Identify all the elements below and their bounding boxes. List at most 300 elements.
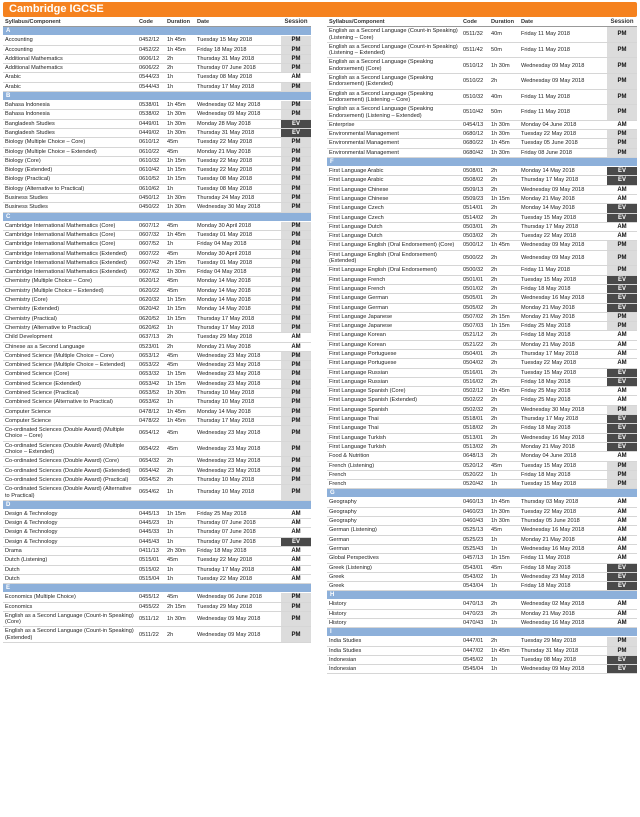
code-cell: 0513/02 — [463, 443, 484, 450]
date-cell: Friday 18 May 2018 — [197, 548, 247, 555]
session-badge: PM — [281, 268, 311, 276]
syllabus-cell: Cambridge International Mathematics (Core) — [5, 222, 116, 229]
duration-cell: 2h — [491, 341, 498, 348]
session-badge: PM — [281, 185, 311, 193]
session-badge: PM — [607, 406, 637, 414]
code-cell: 0648/13 — [463, 453, 484, 460]
table-row — [3, 467, 311, 476]
date-cell: Thursday 31 May 2018 — [197, 129, 255, 136]
duration-cell: 2h — [491, 295, 498, 302]
session-badge: EV — [607, 369, 637, 377]
code-cell: 0653/22 — [139, 362, 160, 369]
table-row — [327, 471, 637, 480]
date-cell: Thursday 17 May 2018 — [197, 324, 255, 331]
session-badge: PM — [281, 222, 311, 230]
code-cell: 0607/22 — [139, 250, 160, 257]
date-cell: Wednesday 23 May 2018 — [521, 573, 585, 580]
table-row — [3, 296, 311, 305]
syllabus-cell: First Language Spanish (Extended) — [329, 397, 418, 404]
syllabus-cell: History — [329, 620, 347, 626]
date-cell: Friday 18 May 2018 — [521, 583, 571, 590]
duration-cell: 1h 30m — [167, 111, 186, 118]
syllabus-cell: Combined Science (Multiple Choice – Extended) — [5, 362, 126, 369]
code-cell: 0511/32 — [463, 31, 483, 38]
date-cell: Tuesday 22 May 2018 — [197, 167, 253, 174]
code-cell: 0445/23 — [139, 520, 160, 527]
session-badge: AM — [607, 498, 637, 506]
table-row — [3, 566, 311, 575]
code-cell: 0514/01 — [463, 205, 484, 212]
date-cell: Friday 18 May 2018 — [521, 471, 571, 478]
syllabus-cell: Co-ordinated Sciences (Double Award) (Core) — [5, 458, 119, 465]
date-cell: Thursday 03 May 2018 — [521, 499, 579, 506]
duration-cell: 1h 30m — [491, 149, 510, 156]
session-badge: PM — [281, 138, 311, 146]
code-cell: 0654/42 — [139, 467, 160, 474]
date-cell: Friday 11 May 2018 — [521, 31, 571, 38]
code-cell: 0511/42 — [463, 47, 483, 54]
syllabus-cell: Cambridge International Mathematics (Core) — [5, 241, 116, 248]
session-badge: PM — [281, 296, 311, 304]
date-cell: Monday 30 April 2018 — [197, 250, 252, 257]
header-session: Session — [281, 18, 311, 26]
header-date: Date — [521, 19, 534, 25]
session-badge: AM — [607, 600, 637, 608]
table-row — [327, 665, 637, 674]
duration-cell: 1h — [491, 481, 498, 488]
table-row — [3, 485, 311, 501]
code-cell: 0504/02 — [463, 360, 484, 367]
session-badge: PM — [281, 442, 311, 457]
date-cell: Tuesday 01 May 2018 — [197, 231, 253, 238]
syllabus-cell: First Language Portuguese — [329, 350, 397, 357]
syllabus-cell: Design & Technology — [5, 520, 58, 527]
duration-cell: 1h — [491, 583, 498, 590]
duration-cell: 1h — [167, 83, 174, 90]
session-badge: AM — [607, 223, 637, 231]
table-row — [327, 424, 637, 433]
date-cell: Monday 21 May 2018 — [521, 443, 575, 450]
date-cell: Monday 21 May 2018 — [521, 304, 575, 311]
table-row — [327, 619, 637, 628]
session-badge: PM — [281, 83, 311, 91]
syllabus-cell: First Language Turkish — [329, 443, 386, 450]
duration-cell: 2h 15m — [167, 603, 186, 610]
date-cell: Thursday 17 May 2018 — [197, 83, 255, 90]
table-row — [327, 186, 637, 195]
date-cell: Wednesday 09 May 2018 — [197, 111, 261, 118]
code-cell: 0515/04 — [139, 575, 160, 582]
table-row — [3, 129, 311, 138]
date-cell: Thursday 05 June 2018 — [521, 518, 580, 525]
duration-cell: 2h — [491, 267, 498, 274]
table-row — [3, 361, 311, 370]
session-badge: PM — [607, 266, 637, 274]
table-row — [327, 167, 637, 176]
duration-cell: 45m — [167, 430, 178, 437]
duration-cell: 1h 45m — [491, 140, 510, 147]
code-cell: 0455/22 — [139, 603, 160, 610]
syllabus-cell: German (Listening) — [329, 527, 377, 534]
table-row — [327, 369, 637, 378]
session-badge: PM — [281, 240, 311, 248]
syllabus-cell: French — [329, 471, 347, 478]
table-row — [3, 138, 311, 147]
syllabus-cell: First Language English (Oral Endorsement) — [329, 267, 437, 274]
duration-cell: 45m — [167, 139, 178, 146]
syllabus-cell: India Studies — [329, 638, 362, 645]
code-cell: 0610/12 — [139, 139, 160, 146]
duration-cell: 1h 45m — [167, 37, 186, 44]
duration-cell: 1h 30m — [491, 131, 510, 138]
date-cell: Tuesday 29 May 2018 — [521, 638, 577, 645]
session-badge: PM — [281, 417, 311, 425]
session-badge: EV — [607, 424, 637, 432]
duration-cell: 1h 15m — [167, 380, 186, 387]
date-cell: Friday 25 May 2018 — [197, 510, 247, 517]
code-cell: 0500/22 — [463, 254, 484, 261]
code-cell: 0510/22 — [463, 78, 484, 85]
session-badge: EV — [607, 204, 637, 212]
table-row — [327, 434, 637, 443]
duration-cell: 2h — [491, 369, 498, 376]
date-cell: Tuesday 22 May 2018 — [521, 131, 577, 138]
date-cell: Friday 18 May 2018 — [521, 332, 571, 339]
duration-cell: 2h — [491, 223, 498, 230]
code-cell: 0653/32 — [139, 371, 160, 378]
duration-cell: 1h 30m — [167, 389, 186, 396]
table-row — [3, 593, 311, 602]
table-row — [327, 313, 637, 322]
duration-cell: 2h — [167, 631, 174, 638]
duration-cell: 1h 30m — [491, 508, 510, 515]
session-badge: PM — [281, 305, 311, 313]
table-header-row — [3, 18, 311, 27]
syllabus-cell: First Language English (Oral Endorsement) (Extended) — [329, 251, 437, 265]
session-badge: PM — [607, 471, 637, 479]
session-badge: PM — [281, 467, 311, 475]
section-letter: F — [327, 158, 637, 167]
session-badge: PM — [281, 612, 311, 627]
duration-cell: 2h — [491, 397, 498, 404]
date-cell: Wednesday 09 May 2018 — [521, 78, 585, 85]
syllabus-cell: Enterprise — [329, 121, 355, 128]
syllabus-cell: History — [329, 601, 347, 608]
duration-cell: 45m — [491, 564, 502, 571]
date-cell: Tuesday 22 May 2018 — [197, 575, 253, 582]
code-cell: 0510/32 — [463, 93, 484, 100]
code-cell: 0538/01 — [139, 102, 160, 109]
syllabus-cell: Dutch — [5, 575, 20, 582]
date-cell: Friday 25 May 2018 — [521, 388, 571, 395]
code-cell: 0460/13 — [463, 499, 484, 506]
code-cell: 0610/62 — [139, 185, 160, 192]
session-badge: PM — [607, 130, 637, 138]
left-timetable-column — [3, 18, 311, 643]
table-row — [327, 294, 637, 303]
session-badge: AM — [281, 73, 311, 81]
syllabus-cell: Indonesian — [329, 666, 357, 673]
syllabus-cell: Computer Science — [5, 417, 52, 424]
date-cell: Friday 25 May 2018 — [521, 323, 571, 330]
date-cell: Wednesday 09 May 2018 — [521, 186, 585, 193]
duration-cell: 1h — [491, 545, 498, 552]
syllabus-cell: First Language Russian — [329, 378, 389, 385]
duration-cell: 40m — [491, 31, 502, 38]
code-cell: 0460/43 — [463, 518, 484, 525]
syllabus-cell: Arabic — [5, 83, 21, 90]
syllabus-cell: Dutch — [5, 566, 20, 573]
syllabus-cell: First Language Portuguese — [329, 360, 397, 367]
date-cell: Wednesday 09 May 2018 — [197, 631, 261, 638]
date-cell: Wednesday 23 May 2018 — [197, 445, 261, 452]
syllabus-cell: English as a Second Language (Count-in Speaking) (Core) — [5, 612, 134, 626]
date-cell: Thursday 07 June 2018 — [197, 520, 256, 527]
syllabus-cell: Accounting — [5, 46, 33, 53]
syllabus-cell: Biology (Core) — [5, 157, 41, 164]
date-cell: Wednesday 06 June 2018 — [197, 594, 262, 601]
table-row — [3, 240, 311, 249]
table-row — [327, 378, 637, 387]
date-cell: Friday 11 May 2018 — [521, 47, 571, 54]
duration-cell: 1h — [491, 536, 498, 543]
table-row — [3, 603, 311, 612]
date-cell: Tuesday 22 May 2018 — [197, 157, 253, 164]
table-header-row — [327, 18, 637, 27]
duration-cell: 1h 15m — [167, 297, 186, 304]
session-badge: AM — [607, 359, 637, 367]
syllabus-cell: Combined Science (Core) — [5, 371, 70, 378]
date-cell: Tuesday 22 May 2018 — [197, 139, 253, 146]
duration-cell: 45m — [167, 222, 178, 229]
date-cell: Thursday 10 May 2018 — [197, 476, 255, 483]
table-row — [3, 287, 311, 296]
duration-cell: 1h 15m — [167, 315, 186, 322]
session-badge: AM — [607, 517, 637, 525]
syllabus-cell: Geography — [329, 499, 357, 506]
session-badge: PM — [281, 426, 311, 441]
code-cell: 0520/42 — [463, 481, 484, 488]
session-badge: AM — [281, 556, 311, 564]
syllabus-cell: Bangladesh Studies — [5, 129, 55, 136]
syllabus-cell: Environmental Management — [329, 149, 399, 156]
code-cell: 0508/01 — [463, 168, 484, 175]
date-cell: Friday 04 May 2018 — [197, 241, 247, 248]
duration-cell: 45m — [167, 445, 178, 452]
duration-cell: 2h — [491, 638, 498, 645]
code-cell: 0653/62 — [139, 399, 160, 406]
code-cell: 0520/22 — [463, 471, 484, 478]
duration-cell: 2h — [491, 233, 498, 240]
table-row — [327, 195, 637, 204]
code-cell: 0455/12 — [139, 594, 160, 601]
session-badge: PM — [607, 105, 637, 120]
date-cell: Tuesday 22 May 2018 — [197, 557, 253, 564]
session-badge: PM — [607, 139, 637, 147]
date-cell: Thursday 17 May 2018 — [197, 417, 255, 424]
table-row — [3, 457, 311, 466]
syllabus-cell: Bahasa Indonesia — [5, 102, 50, 109]
syllabus-cell: Chemistry (Multiple Choice – Core) — [5, 278, 93, 285]
table-row — [3, 305, 311, 314]
session-badge: AM — [607, 545, 637, 553]
table-row — [327, 304, 637, 313]
date-cell: Tuesday 05 June 2018 — [521, 140, 578, 147]
date-cell: Tuesday 15 May 2018 — [521, 369, 577, 376]
session-badge: EV — [607, 656, 637, 664]
session-badge: PM — [607, 27, 637, 42]
date-cell: Monday 21 May 2018 — [197, 343, 251, 350]
session-badge: PM — [281, 408, 311, 416]
table-row — [3, 73, 311, 82]
session-badge: PM — [281, 370, 311, 378]
duration-cell: 45m — [167, 250, 178, 257]
duration-cell: 2h — [491, 168, 498, 175]
session-badge: PM — [281, 361, 311, 369]
syllabus-cell: Economics — [5, 603, 33, 610]
table-row — [327, 90, 637, 106]
code-cell: 0470/43 — [463, 620, 484, 626]
session-badge: PM — [607, 74, 637, 89]
session-badge: PM — [607, 241, 637, 249]
session-badge: PM — [607, 322, 637, 330]
code-cell: 0445/43 — [139, 538, 160, 545]
duration-cell: 2h — [491, 350, 498, 357]
duration-cell: 1h — [167, 538, 174, 545]
table-row — [3, 203, 311, 212]
table-row — [3, 547, 311, 556]
session-badge: PM — [281, 64, 311, 72]
table-row — [3, 538, 311, 547]
session-badge: AM — [607, 508, 637, 516]
duration-cell: 2h — [491, 443, 498, 450]
duration-cell: 45m — [167, 148, 178, 155]
table-row — [327, 105, 637, 121]
date-cell: Friday 08 June 2018 — [521, 149, 572, 156]
date-cell: Wednesday 16 May 2018 — [521, 620, 585, 626]
table-row — [3, 148, 311, 157]
table-row — [3, 175, 311, 184]
table-row — [327, 241, 637, 250]
code-cell: 0501/02 — [463, 285, 484, 292]
table-row — [3, 231, 311, 240]
table-row — [327, 517, 637, 526]
table-row — [3, 46, 311, 55]
session-badge: PM — [607, 58, 637, 73]
code-cell: 0620/22 — [139, 287, 160, 294]
date-cell: Monday 30 April 2018 — [197, 222, 252, 229]
code-cell: 0511/12 — [139, 615, 159, 622]
duration-cell: 1h — [167, 185, 174, 192]
date-cell: Tuesday 22 May 2018 — [521, 508, 577, 515]
duration-cell: 1h — [167, 324, 174, 331]
date-cell: Tuesday 22 May 2018 — [521, 233, 577, 240]
code-cell: 0607/32 — [139, 231, 160, 238]
section-letter: B — [3, 92, 311, 101]
duration-cell: 1h 30m — [167, 195, 186, 202]
table-row — [3, 556, 311, 565]
session-badge: PM — [281, 166, 311, 174]
duration-cell: 2h — [167, 467, 174, 474]
code-cell: 0525/23 — [463, 536, 484, 543]
date-cell: Wednesday 02 May 2018 — [521, 601, 585, 608]
code-cell: 0521/22 — [463, 341, 484, 348]
date-cell: Friday 04 May 2018 — [197, 269, 247, 276]
date-cell: Thursday 07 June 2018 — [197, 529, 256, 536]
duration-cell: 1h — [167, 399, 174, 406]
session-badge: PM — [607, 480, 637, 488]
duration-cell: 2h — [491, 205, 498, 212]
date-cell: Wednesday 30 May 2018 — [197, 204, 261, 211]
duration-cell: 2h — [491, 610, 498, 617]
date-cell: Friday 25 May 2018 — [521, 397, 571, 404]
table-row — [3, 389, 311, 398]
code-cell: 0501/01 — [463, 276, 484, 283]
date-cell: Tuesday 08 May 2018 — [197, 185, 253, 192]
syllabus-cell: Additional Mathematics — [5, 55, 63, 62]
session-badge: AM — [607, 452, 637, 460]
duration-cell: 1h 30m — [491, 518, 510, 525]
duration-cell: 1h 15m — [491, 555, 510, 562]
code-cell: 0516/02 — [463, 378, 484, 385]
table-row — [327, 350, 637, 359]
syllabus-cell: Design & Technology — [5, 510, 58, 517]
date-cell: Wednesday 23 May 2018 — [197, 467, 261, 474]
syllabus-cell: Chinese as a Second Language — [5, 343, 85, 350]
date-cell: Tuesday 29 May 2018 — [197, 603, 253, 610]
table-row — [327, 415, 637, 424]
syllabus-cell: German — [329, 545, 350, 552]
duration-cell: 45m — [167, 352, 178, 359]
session-badge: PM — [281, 36, 311, 44]
duration-cell: 1h — [167, 566, 174, 573]
duration-cell: 1h 45m — [491, 242, 510, 249]
table-row — [327, 564, 637, 573]
code-cell: 0515/02 — [139, 566, 160, 573]
table-row — [3, 426, 311, 442]
syllabus-cell: Business Studies — [5, 204, 48, 211]
duration-cell: 2h — [491, 186, 498, 193]
code-cell: 0504/01 — [463, 350, 484, 357]
syllabus-cell: History — [329, 610, 347, 617]
session-badge: EV — [281, 120, 311, 128]
date-cell: Monday 14 May 2018 — [197, 297, 251, 304]
syllabus-cell: First Language English (Oral Endorsement) (Core) — [329, 242, 455, 249]
duration-cell: 2h — [167, 458, 174, 465]
session-badge: PM — [281, 277, 311, 285]
session-badge: AM — [607, 195, 637, 203]
table-row — [3, 55, 311, 64]
date-cell: Wednesday 23 May 2018 — [197, 362, 261, 369]
code-cell: 0653/52 — [139, 389, 160, 396]
table-row — [3, 528, 311, 537]
syllabus-cell: Indonesian — [329, 656, 357, 663]
session-badge: PM — [281, 110, 311, 118]
duration-cell: 45m — [167, 278, 178, 285]
syllabus-cell: Co-ordinated Sciences (Double Award) (Alternative to Practical) — [5, 486, 132, 499]
syllabus-cell: First Language French — [329, 285, 386, 292]
duration-cell: 1h 15m — [491, 323, 510, 330]
syllabus-cell: First Language Czech — [329, 214, 384, 221]
table-row — [327, 545, 637, 554]
section-letter: G — [327, 489, 637, 498]
code-cell: 0447/01 — [463, 638, 484, 645]
syllabus-cell: First Language Thai — [329, 425, 379, 432]
session-badge: PM — [281, 250, 311, 258]
table-row — [327, 223, 637, 232]
syllabus-cell: Design & Technology — [5, 529, 58, 536]
session-badge: PM — [607, 647, 637, 655]
